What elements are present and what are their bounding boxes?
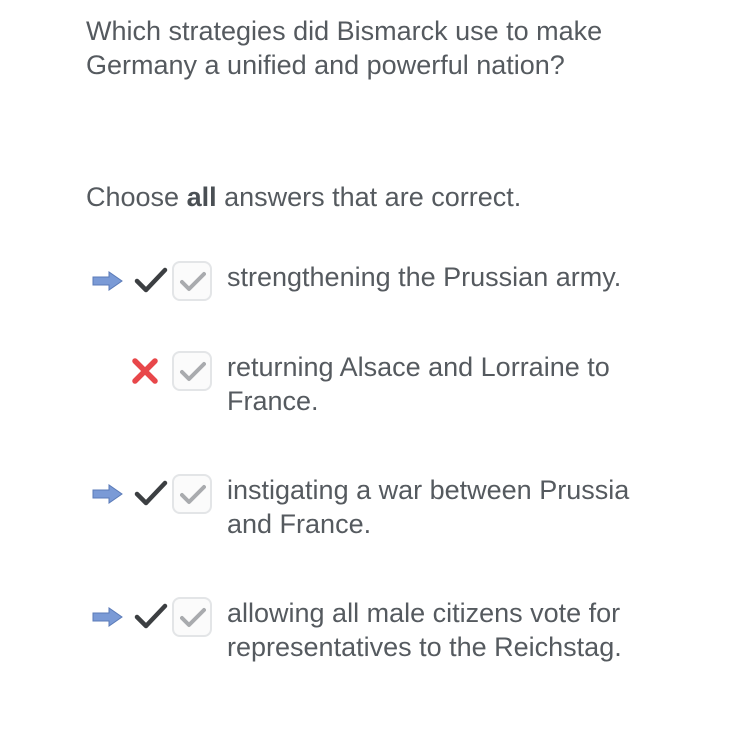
answer-checkbox[interactable] [172, 351, 212, 391]
correct-check-icon [134, 267, 168, 295]
checkbox-check-icon [180, 361, 206, 383]
checkbox-check-icon [180, 271, 206, 293]
checkbox-check-icon [180, 607, 206, 629]
checkbox-check-icon [180, 484, 206, 506]
arrow-icon [92, 607, 124, 627]
arrow-icon [92, 271, 124, 291]
answer-checkbox[interactable] [172, 597, 212, 637]
correct-check-icon [134, 480, 168, 508]
answer-checkbox[interactable] [172, 474, 212, 514]
arrow-icon [92, 484, 124, 504]
instruction-emphasis: all [186, 182, 217, 212]
instruction-text [86, 180, 521, 214]
incorrect-x-icon [130, 356, 160, 386]
instruction-prefix: Choose [86, 182, 187, 212]
answer-label: returning Alsace and Lorraine to France. [227, 352, 610, 416]
instruction-suffix: answers that are correct. [216, 182, 522, 212]
answer-checkbox[interactable] [172, 261, 212, 301]
answer-label: strengthening the Prussian army. [227, 262, 622, 292]
question-text: Which strategies did Bismarck use to make Germany a unified and powerful nation? [86, 16, 603, 80]
answer-label: allowing all male citizens vote for representatives to the Reichstag. [227, 598, 622, 662]
answer-label: instigating a war between Prussia and France. [227, 475, 630, 539]
correct-check-icon [134, 603, 168, 631]
